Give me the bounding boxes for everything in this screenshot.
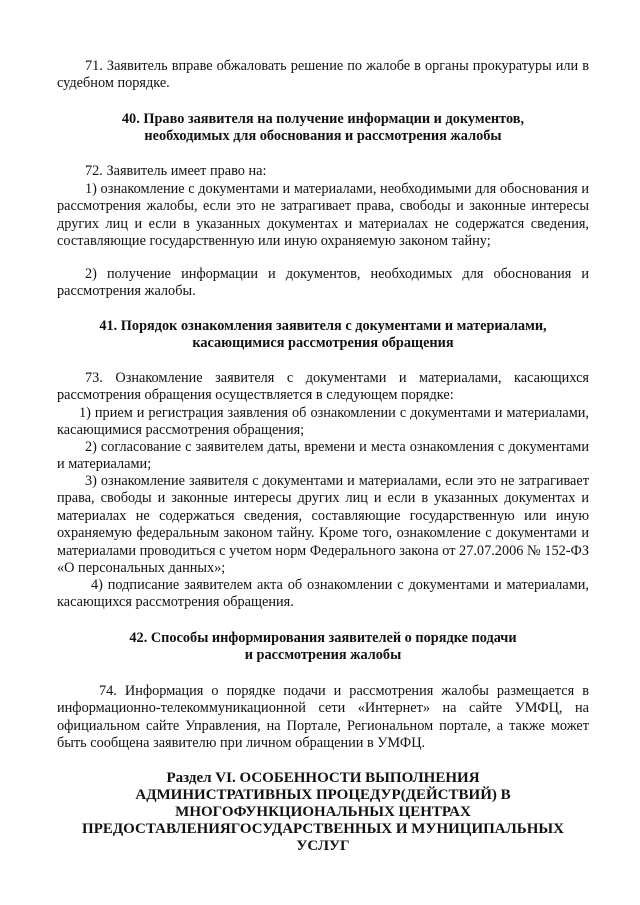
heading-40 <box>57 111 589 146</box>
section-6-heading-line-3: МНОГОФУНКЦИОНАЛЬНЫХ ЦЕНТРАХ <box>175 804 471 820</box>
paragraph-72-item-2: 2) получение информации и документов, необходимых для обоснования и рассмотрения жалобы. <box>57 266 589 300</box>
paragraph-72-item-1: 1) ознакомление с документами и материалами, необходимыми для обоснования и рассмотрения жалобы, если это не затрагивает права, свободы и законные интересы других лиц и если в указанных документах и материалах не содержатся сведения, составляющие государственную или иную охраняемую законом тайну; <box>57 181 589 250</box>
heading-41 <box>57 318 589 353</box>
section-6-heading-line-1: Раздел VI. ОСОБЕННОСТИ ВЫПОЛНЕНИЯ <box>166 770 480 786</box>
heading-40-line-1: 40. Право заявителя на получение информации и документов, <box>121 111 525 127</box>
paragraph-73-item-1: 1) прием и регистрация заявления об ознакомлении с документами и материалами, касающимися рассмотрения обращения; <box>57 405 589 439</box>
section-6-heading-line-2: АДМИНИСТРАТИВНЫХ ПРОЦЕДУР(ДЕЙСТВИЙ) В <box>135 787 511 803</box>
heading-42-line-1: 42. Способы информирования заявителей о порядке подачи <box>129 630 517 646</box>
paragraph-73: 73. Ознакомление заявителя с документами и материалами, касающихся рассмотрения обращения осуществляется в следующем порядке: <box>57 370 589 404</box>
paragraph-73-item-3: 3) ознакомление заявителя с документами и материалами, если это не затрагивает права, свободы и законные интересы других лиц и если в указанных документах и материалах не содержаться сведения, составляющие государственную или иную охраняемую федеральным законом тайну. Кроме того, ознакомление с документами и материалами проводиться с учетом норм Федерального закона от 27.07.2006 № 152-ФЗ «О персональных данных»; <box>57 473 589 577</box>
paragraph-72: 72. Заявитель имеет право на: <box>85 163 267 179</box>
section-6-heading <box>57 770 589 855</box>
heading-42-line-2: и рассмотрения жалобы <box>244 647 402 664</box>
section-6-heading-line-4: ПРЕДОСТАВЛЕНИЯГОСУДАРСТВЕННЫХ И МУНИЦИПАЛЬНЫХ <box>82 821 564 837</box>
heading-41-line-2: касающимися рассмотрения обращения <box>192 335 454 352</box>
paragraph-71: 71. Заявитель вправе обжаловать решение по жалобе в органы прокуратуры или в судебном порядке. <box>57 58 589 92</box>
heading-42 <box>57 630 589 665</box>
paragraph-74: 74. Информация о порядке подачи и рассмотрения жалобы размещается в информационно-телекоммуникационной сети «Интернет» на сайте УМФЦ, на официальном сайте Управления, на Портале, Региональном портале, а также может быть сообщена заявителю при личном обращении в УМФЦ. <box>57 683 589 752</box>
heading-40-line-2: необходимых для обоснования и рассмотрения жалобы <box>144 128 502 145</box>
paragraph-73-item-2: 2) согласование с заявителем даты, времени и места ознакомления с документами и материалами; <box>57 439 589 473</box>
heading-41-line-1: 41. Порядок ознакомления заявителя с документами и материалами, <box>99 318 547 334</box>
paragraph-73-item-4: 4) подписание заявителем акта об ознакомлении с документами и материалами, касающихся рассмотрения обращения. <box>57 577 589 611</box>
section-6-heading-line-5: УСЛУГ <box>296 838 350 854</box>
